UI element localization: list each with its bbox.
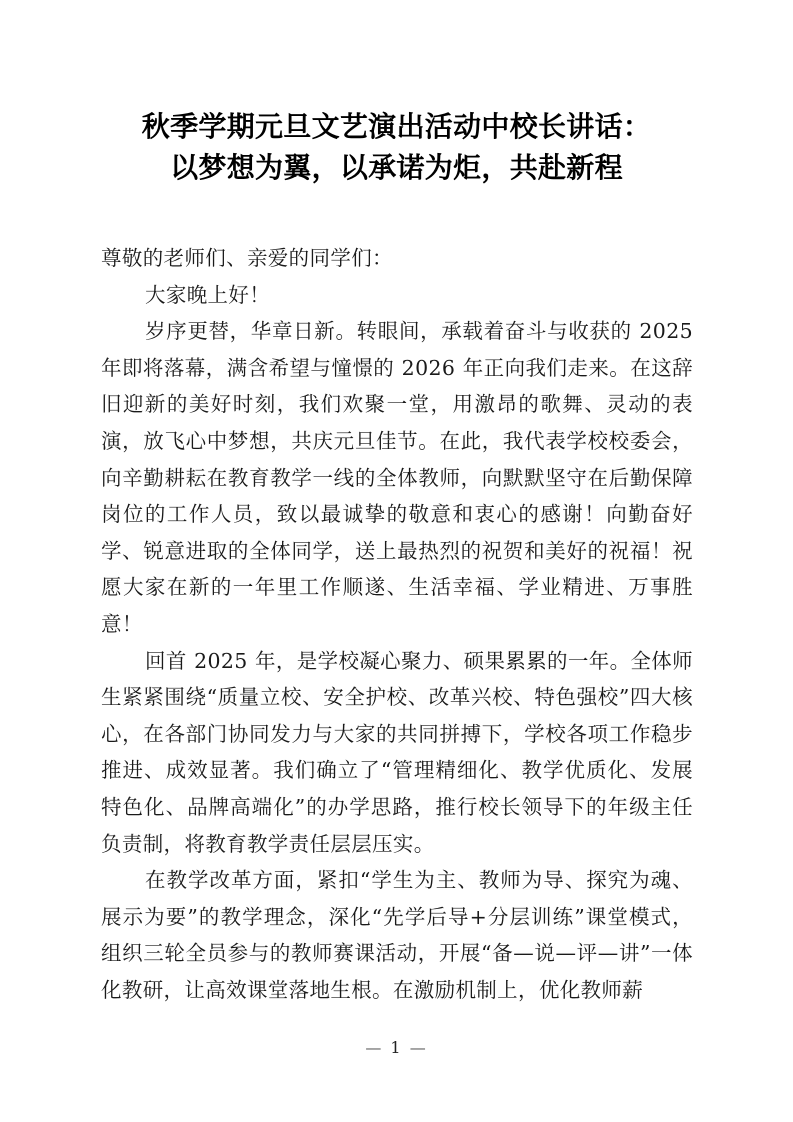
paragraph-greeting: 大家晚上好！	[145, 282, 271, 307]
page-footer	[0, 1038, 793, 1057]
paragraph-opening: 岁序更替，华章日新。转眼间，承载着奋斗与收获的 2025 年即将落幕，满含希望与憧憬的 2026 年正向我们走来。在这辞旧迎新的美好时刻，我们欢聚一堂，用激昂的歌舞、灵动的表演，放飞心中梦想，共庆元旦佳节。在此，我代表学校校委会，向辛勤耕耘在教育教学一线的全体教师，向默默坚守在后勤保障岗位的工作人员，致以最诚挚的敬意和衷心的感谢！向勤奋好学、锐意进取的全体同学，送上最热烈的祝贺和美好的祝福！祝愿大家在新的一年里工作顺遂、生活幸福、学业精进、万事胜意！	[101, 319, 693, 636]
title-line-2: 以梦想为翼，以承诺为炬，共赴新程	[170, 152, 623, 183]
document-body	[101, 240, 693, 1008]
paragraph-teaching-reform: 在教学改革方面，紧扣“学生为主、教师为导、探究为魂、展示为要”的教学理念，深化“先学后导+分层训练”课堂模式，组织三轮全员参与的教师赛课活动，开展“备—说—评—讲”一体化教研，让高效课堂落地生根。在激励机制上，优化教师薪	[101, 868, 694, 1002]
paragraph-salutation: 尊敬的老师们、亲爱的同学们：	[101, 246, 393, 270]
footer-right-dash: —	[409, 1038, 428, 1057]
page-title	[100, 106, 693, 188]
paragraph-review-2025: 回首 2025 年，是学校凝心聚力、硕果累累的一年。全体师生紧紧围绕“质量立校、安全护校、改革兴校、特色强校”四大核心，在各部门协同发力与大家的共同拼搏下，学校各项工作稳步推进、成效显著。我们确立了“管理精细化、教学优质化、发展特色化、品牌高端化”的办学思路，推行校长领导下的年级主任负责制，将教育教学责任层层压实。	[101, 648, 693, 856]
footer-left-dash: —	[365, 1038, 384, 1057]
footer-page-number: 1	[390, 1038, 403, 1057]
title-line-1: 秋季学期元旦文艺演出活动中校长讲话：	[141, 111, 652, 142]
